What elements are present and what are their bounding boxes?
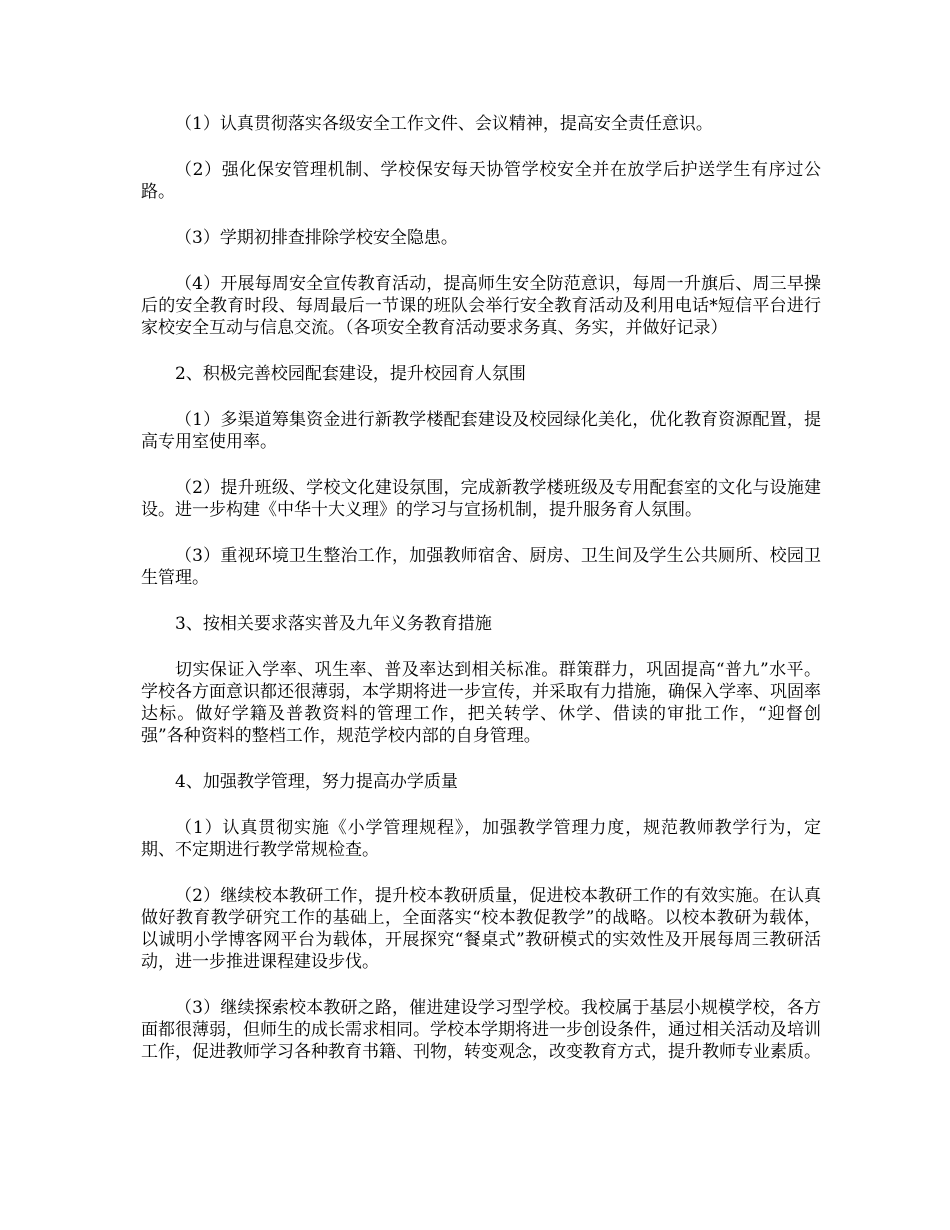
paragraph-campus-2: （2）提升班级、学校文化建设氛围，完成新教学楼班级及专用配套室的文化与设施建设。进一步构建《中华十大义理》的学习与宣扬机制，提升服务育人氛围。 xyxy=(141,478,821,520)
paragraph-safety-1: （1）认真贯彻落实各级安全工作文件、会议精神，提高安全责任意识。 xyxy=(175,114,713,134)
document-body xyxy=(141,113,821,1087)
paragraph-safety-3: （3）学期初排查排除学校安全隐患。 xyxy=(175,228,458,248)
paragraph-safety-4: （4）开展每周安全宣传教育活动，提高师生安全防范意识，每周一升旗后、周三早操后的安全教育时段、每周最后一节课的班队会举行安全教育活动及利用电话*短信平台进行家校安全互动与信息交流。（各项安全教育活动要求务真、务实，并做好记录） xyxy=(141,274,821,338)
paragraph-teaching-3: （3）继续探索校本教研之路，催进建设学习型学校。我校属于基层小规模学校，各方面都很薄弱，但师生的成长需求相同。学校本学期将进一步创设条件，通过相关活动及培训工作，促进教师学习各种教育书籍、刊物，转变观念，改变教育方式，提升教师专业素质。 xyxy=(141,998,821,1062)
section-heading-3: 3、按相关要求落实普及九年义务教育措施 xyxy=(175,614,492,634)
paragraph-teaching-1: （1）认真贯彻实施《小学管理规程》，加强教学管理力度，规范教师教学行为，定期、不定期进行教学常规检查。 xyxy=(141,818,821,860)
paragraph-safety-2: （2）强化保安管理机制、学校保安每天协管学校安全并在放学后护送学生有序过公路。 xyxy=(141,160,821,202)
paragraph-teaching-2: （2）继续校本教研工作，提升校本教研质量，促进校本教研工作的有效实施。在认真做好教育教学研究工作的基础上，全面落实“校本教促教学”的战略。以校本教研为载体，以诚明小学博客网平台为载体，开展探究“餐桌式”教研模式的实效性及开展每周三教研活动，进一步推进课程建设步伐。 xyxy=(141,886,821,972)
paragraph-compulsory-education: 切实保证入学率、巩生率、普及率达到相关标准。群策群力，巩固提高“普九”水平。学校各方面意识都还很薄弱，本学期将进一步宣传，并采取有力措施，确保入学率、巩固率达标。做好学籍及普教资料的管理工作，把关转学、休学、借读的审批工作，“迎督创强”各种资料的整档工作，规范学校内部的自身管理。 xyxy=(141,660,821,746)
section-heading-2: 2、积极完善校园配套建设，提升校园育人氛围 xyxy=(175,364,526,384)
section-heading-4: 4、加强教学管理，努力提高办学质量 xyxy=(175,772,458,792)
paragraph-campus-3: （3）重视环境卫生整治工作，加强教师宿舍、厨房、卫生间及学生公共厕所、校园卫生管理。 xyxy=(141,546,821,588)
paragraph-campus-1: （1）多渠道筹集资金进行新教学楼配套建设及校园绿化美化，优化教育资源配置，提高专用室使用率。 xyxy=(141,410,821,452)
